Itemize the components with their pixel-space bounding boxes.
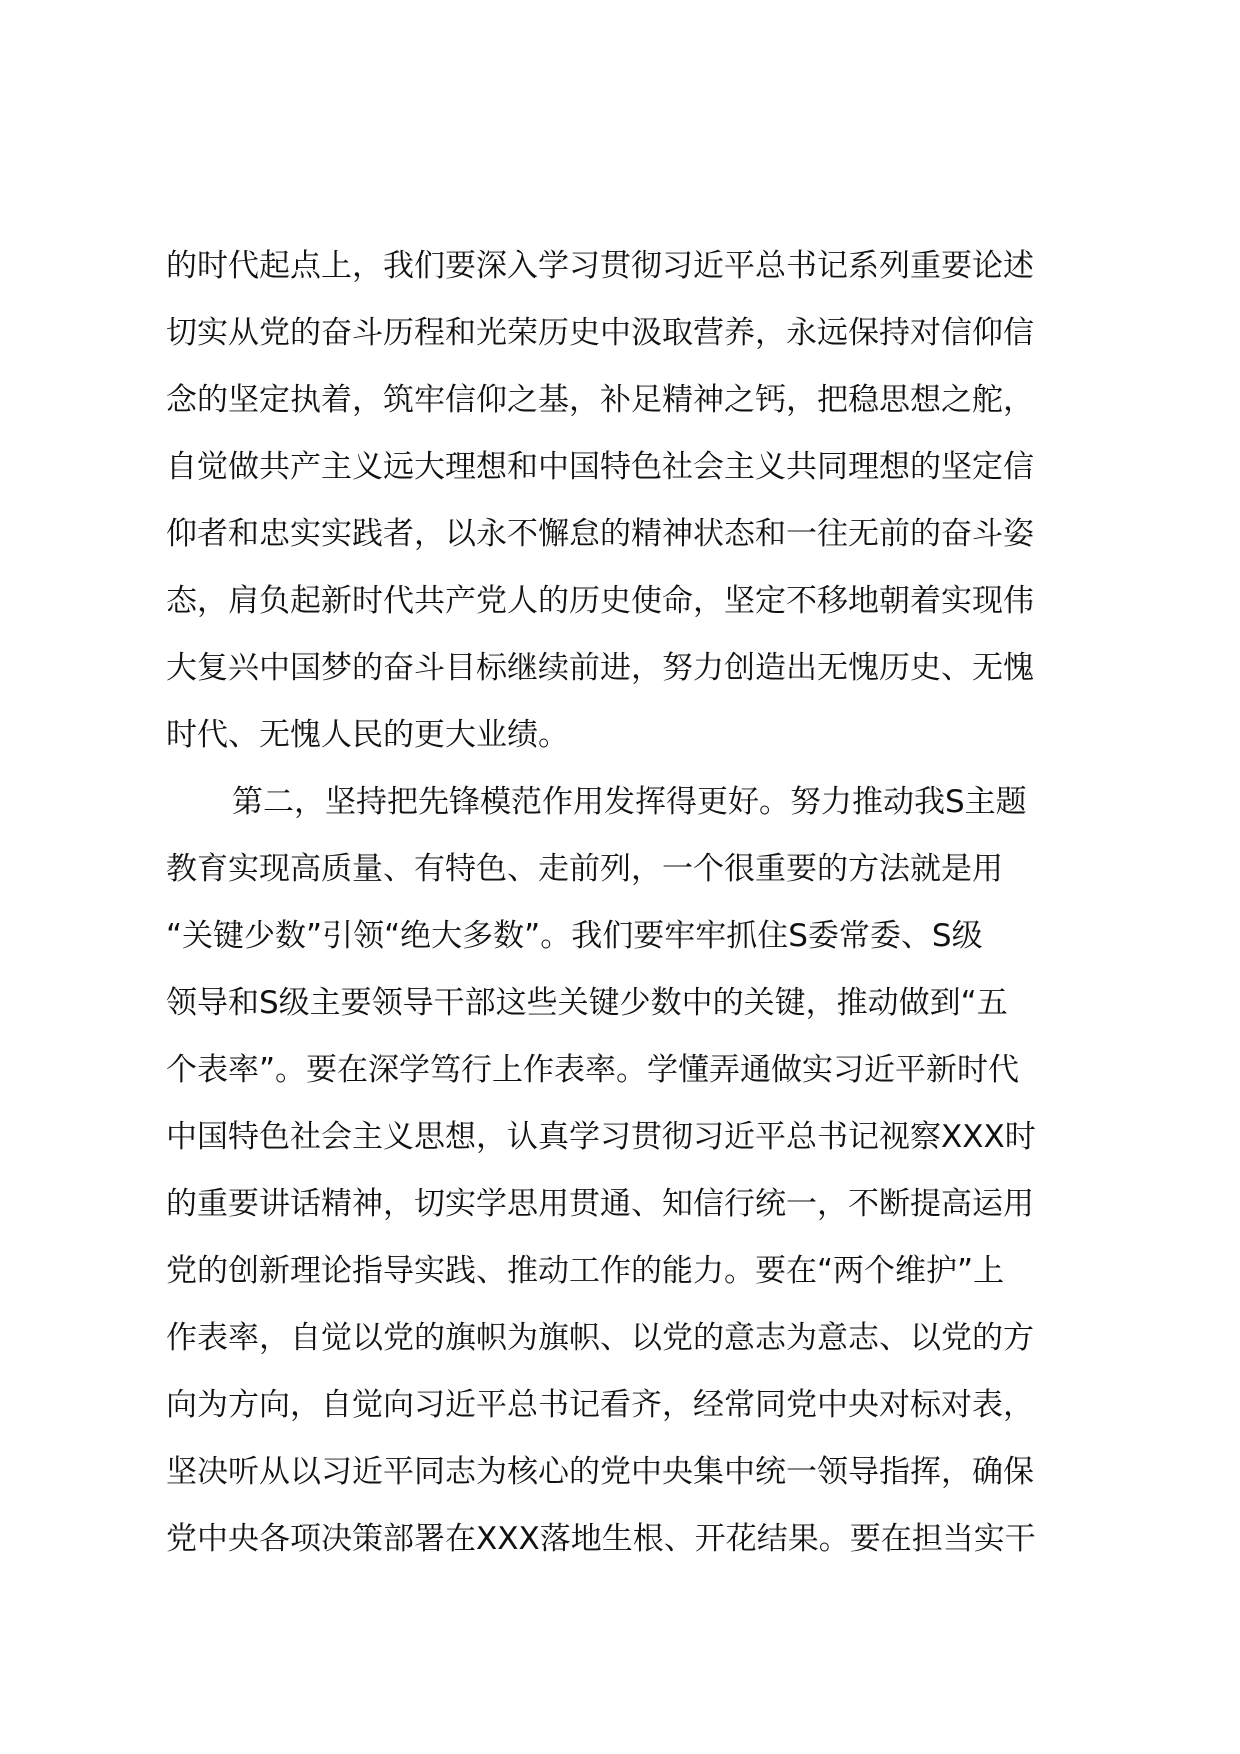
text-line: 向为方向，自觉向习近平总书记看齐，经常同党中央对标对表， — [166, 1387, 1034, 1423]
text-line: 党中央各项决策部署在XXX落地生根、开花结果。要在担当实干 — [166, 1521, 1036, 1557]
text-line: 坚决听从以习近平同志为核心的党中央集中统一领导指挥，确保 — [166, 1454, 1034, 1490]
text-line: 大复兴中国梦的奋斗目标继续前进，努力创造出无愧历史、无愧 — [166, 650, 1034, 686]
text-line: 念的坚定执着，筑牢信仰之基，补足精神之钙，把稳思想之舵， — [166, 382, 1034, 418]
paragraph-start-line: 第二，坚持把先锋模范作用发挥得更好。努力推动我S主题 — [232, 784, 1027, 820]
text-line: 自觉做共产主义远大理想和中国特色社会主义共同理想的坚定信 — [166, 449, 1034, 485]
text-line: 时代、无愧人民的更大业绩。 — [166, 717, 569, 753]
text-line: 仰者和忠实实践者，以永不懈怠的精神状态和一往无前的奋斗姿 — [166, 516, 1034, 552]
text-line: 教育实现高质量、有特色、走前列，一个很重要的方法就是用 — [166, 851, 1003, 887]
text-line: 领导和S级主要领导干部这些关键少数中的关键，推动做到“五 — [166, 985, 1008, 1021]
text-line: 的重要讲话精神，切实学思用贯通、知信行统一，不断提高运用 — [166, 1186, 1034, 1222]
body-text — [166, 233, 1106, 1573]
text-line: 作表率，自觉以党的旗帜为旗帜、以党的意志为意志、以党的方 — [166, 1320, 1034, 1356]
text-line: 个表率”。要在深学笃行上作表率。学懂弄通做实习近平新时代 — [166, 1052, 1020, 1088]
text-line: 党的创新理论指导实践、推动工作的能力。要在“两个维护”上 — [166, 1253, 1005, 1289]
text-line: 态，肩负起新时代共产党人的历史使命，坚定不移地朝着实现伟 — [166, 583, 1034, 619]
text-line: 切实从党的奋斗历程和光荣历史中汲取营养，永远保持对信仰信 — [166, 315, 1034, 351]
text-line: 的时代起点上，我们要深入学习贯彻习近平总书记系列重要论述 — [166, 248, 1034, 284]
text-line: “关键少数”引领“绝大多数”。我们要牢牢抓住S委常委、S级 — [166, 918, 983, 954]
text-line: 中国特色社会主义思想，认真学习贯彻习近平总书记视察XXX时 — [166, 1119, 1036, 1155]
